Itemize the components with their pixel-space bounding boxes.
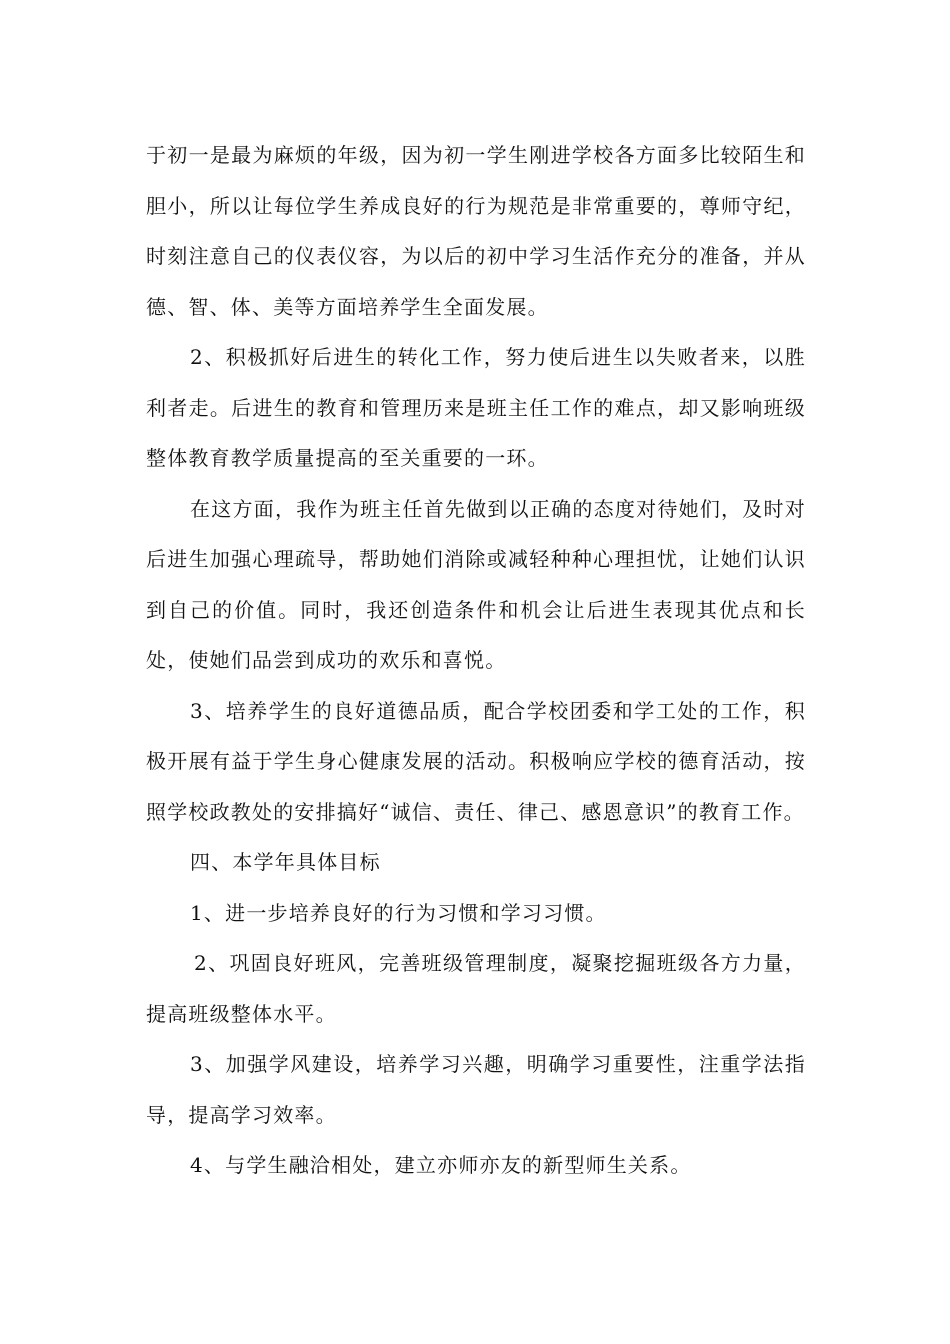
document-body bbox=[146, 130, 806, 1191]
paragraph-continuation: 于初一是最为麻烦的年级，因为初一学生刚进学校各方面多比较陌生和胆小，所以让每位学生养成良好的行为规范是非常重要的，尊师守纪，时刻注意自己的仪表仪容，为以后的初中学习生活作充分的准备，并从德、智、体、美等方面培养学生全面发展。 bbox=[146, 143, 806, 319]
paragraph-item-3: 3、培养学生的良好道德品质，配合学校团委和学工处的工作，积极开展有益于学生身心健康发展的活动。积极响应学校的德育活动，按照学校政教处的安排搞好“诚信、责任、律己、感恩意识”的教育工作。 bbox=[146, 698, 806, 824]
goal-item-4: 4、与学生融洽相处，建立亦师亦友的新型师生关系。 bbox=[190, 1153, 692, 1177]
goal-item-2: 2、巩固良好班风，完善班级管理制度，凝聚挖掘班级各方力量，提高班级整体水平。 bbox=[146, 951, 806, 1026]
paragraph-item-2: 2、积极抓好后进生的转化工作，努力使后进生以失败者来，以胜利者走。后进生的教育和管理历来是班主任工作的难点，却又影响班级整体教育教学质量提高的至关重要的一环。 bbox=[146, 345, 806, 470]
goal-item-1: 1、进一步培养良好的行为习惯和学习习惯。 bbox=[190, 900, 607, 925]
goal-item-3: 3、加强学风建设，培养学习兴趣，明确学习重要性，注重学法指导，提高学习效率。 bbox=[146, 1052, 806, 1127]
section-heading-goals: 四、本学年具体目标 bbox=[190, 850, 381, 874]
paragraph-underachievers: 在这方面，我作为班主任首先做到以正确的态度对待她们，及时对后进生加强心理疏导，帮助她们消除或减轻种种心理担忧，让她们认识到自己的价值。同时，我还创造条件和机会让后进生表现其优点和长处，使她们品尝到成功的欢乐和喜悦。 bbox=[146, 496, 806, 672]
